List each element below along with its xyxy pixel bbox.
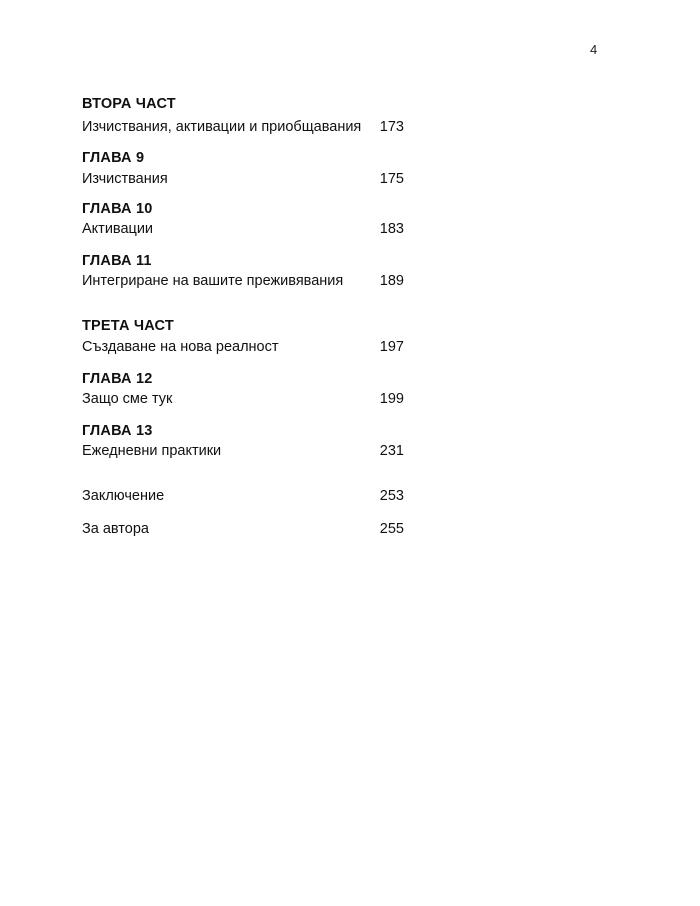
chapter-heading: ГЛАВА 13 bbox=[82, 423, 153, 439]
toc-entry-title: Активации bbox=[82, 221, 154, 237]
toc-entry-page: 175 bbox=[379, 171, 404, 187]
part-heading: ТРЕТА ЧАСТ bbox=[82, 318, 174, 334]
toc-entry-page: 231 bbox=[379, 443, 404, 459]
toc-entry-page: 199 bbox=[379, 391, 404, 407]
toc-entry-title: Създаване на нова реалност bbox=[82, 339, 279, 355]
page-number: 4 bbox=[590, 42, 598, 57]
toc-entry-title: Заключение bbox=[82, 488, 165, 504]
toc-entry-page: 189 bbox=[379, 273, 404, 289]
part-heading: ВТОРА ЧАСТ bbox=[82, 96, 176, 112]
toc-entry-title: За автора bbox=[82, 521, 149, 537]
toc-entry-page: 197 bbox=[379, 339, 404, 355]
toc-entry-title: Защо сме тук bbox=[82, 391, 173, 407]
toc-entry-title: Изчиствания, активации и приобщавания bbox=[82, 119, 362, 135]
toc-entry-page: 253 bbox=[379, 488, 404, 504]
toc-entry-title: Интегриране на вашите преживявания bbox=[82, 273, 344, 289]
toc-entry-title: Изчиствания bbox=[82, 171, 168, 187]
toc-entry-page: 183 bbox=[379, 221, 404, 237]
toc-entry-page: 255 bbox=[379, 521, 404, 537]
chapter-heading: ГЛАВА 10 bbox=[82, 201, 153, 217]
chapter-heading: ГЛАВА 9 bbox=[82, 150, 145, 166]
toc-entry-title: Ежедневни практики bbox=[82, 443, 222, 459]
chapter-heading: ГЛАВА 11 bbox=[82, 253, 152, 269]
toc-entry-page: 173 bbox=[379, 119, 404, 135]
chapter-heading: ГЛАВА 12 bbox=[82, 371, 153, 387]
